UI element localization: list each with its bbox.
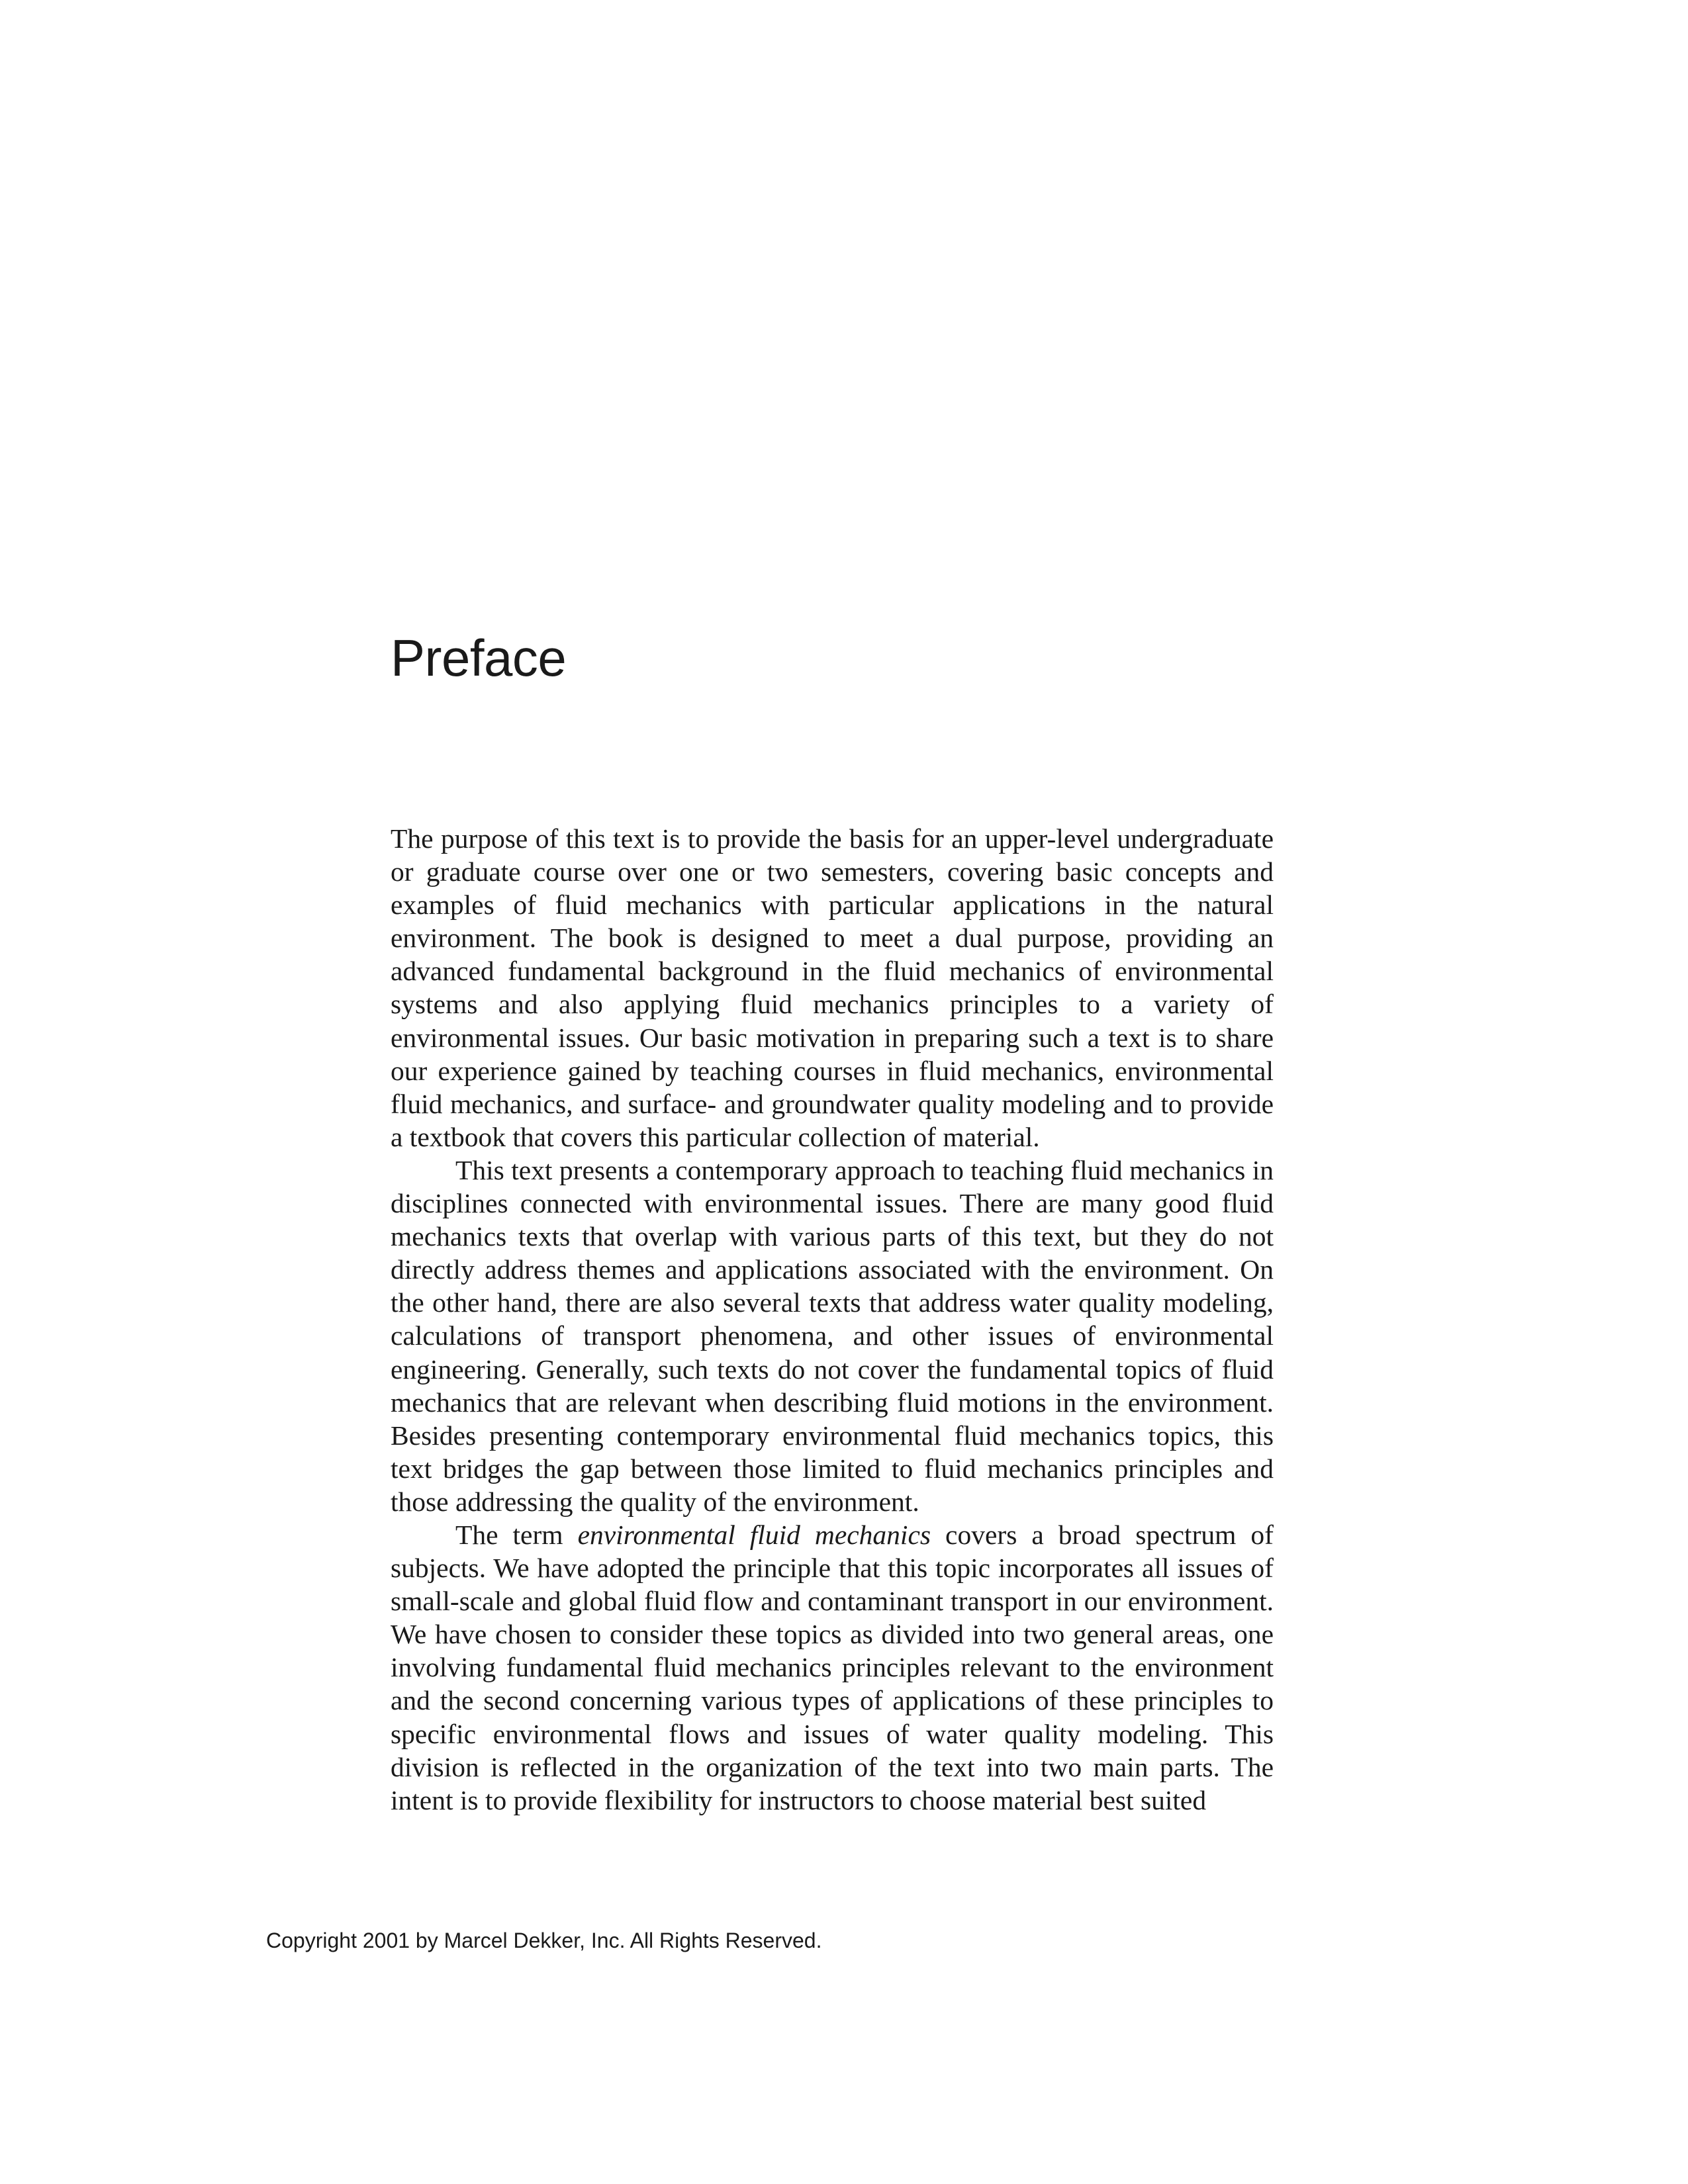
- page-title: Preface: [391, 629, 567, 687]
- paragraph-3-lead: The term: [455, 1519, 578, 1550]
- paragraph-2: This text presents a contemporary approach to teaching fluid mechanics in disciplines connected with environmental issues. There are many good fluid mechanics texts that overlap with various parts of this text, but they do not directly address themes and applications associated with the environment. On the other hand, there are also several texts that address water quality modeling, calculations of transport phenomena, and other issues of environmental engineering. Generally, such texts do not cover the fundamental topics of fluid mechanics that are relevant when describing fluid motions in the environment. Besides presenting contemporary environmental fluid mechanics topics, this text bridges the gap between those limited to fluid mechanics principles and those addressing the quality of the environment.: [391, 1154, 1274, 1517]
- preface-body: [391, 822, 1274, 1817]
- paragraph-1: The purpose of this text is to provide the basis for an upper-level undergraduate or graduate course over one or two semesters, covering basic concepts and examples of fluid mechanics with particular applications in the natural environment. The book is designed to meet a dual purpose, providing an advanced fundamental background in the fluid mechanics of environmental systems and also applying fluid mechanics principles to a variety of environmental issues. Our basic motivation in preparing such a text is to share our experience gained by teaching courses in fluid mechanics, environmental fluid mechanics, and surface- and groundwater quality modeling and to provide a textbook that covers this particular collection of material.: [391, 823, 1274, 1152]
- paragraph-3: [391, 1518, 1274, 1817]
- paragraph-3-emphasis: environmental fluid mechanics: [577, 1519, 931, 1550]
- paragraph-3-rest: covers a broad spectrum of subjects. We have adopted the principle that this topic incorporates all issues of small-scale and global fluid flow and contaminant transport in our environment. We have chosen to consider these topics as divided into two general areas, one involving fundamental fluid mechanics principles relevant to the environment and the second concerning various types of applications of these principles to specific environmental flows and issues of water quality modeling. This division is reflected in the organization of the text into two main parts. The intent is to provide flexibility for instructors to choose material best suited: [391, 1519, 1274, 1815]
- copyright-notice: Copyright 2001 by Marcel Dekker, Inc. All Rights Reserved.: [266, 1929, 822, 1952]
